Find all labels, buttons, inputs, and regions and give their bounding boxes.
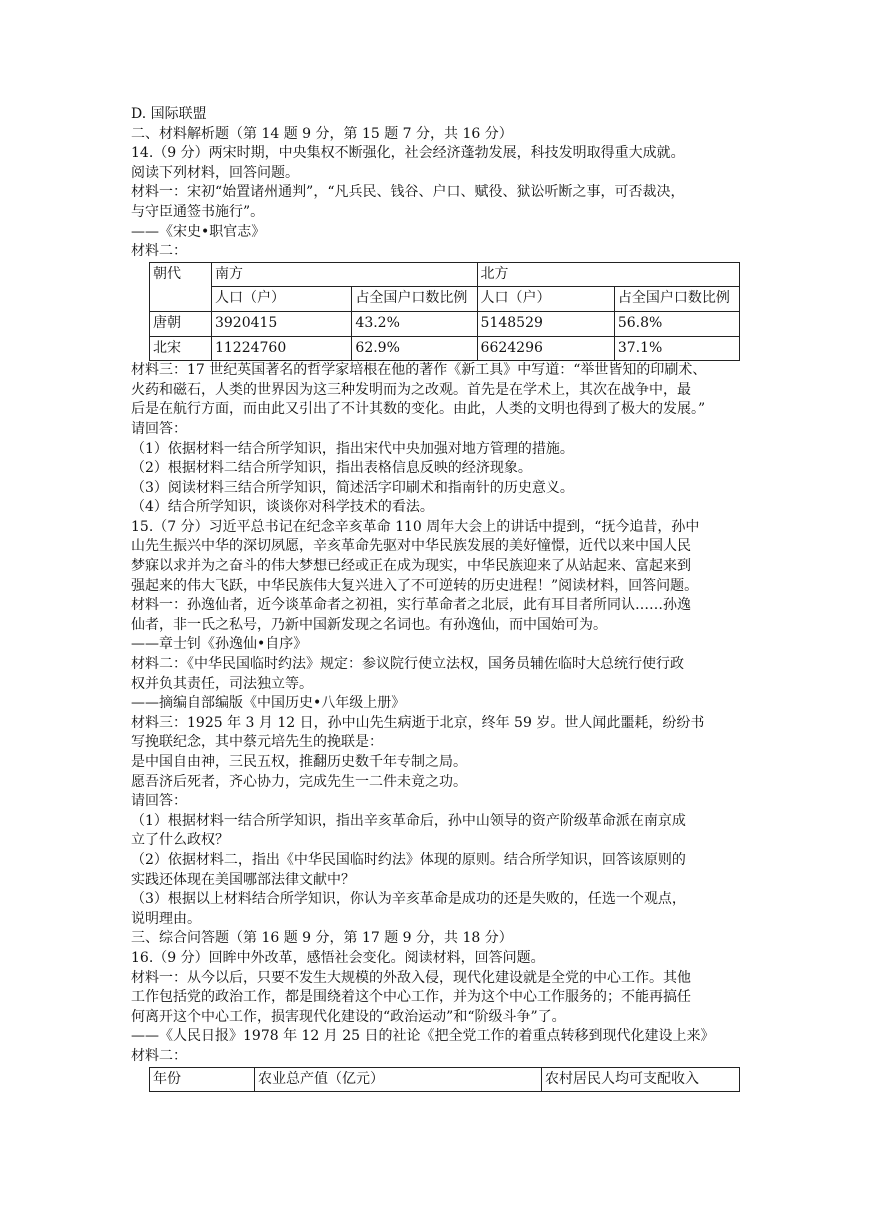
text-line: 14.（9 分）两宋时期，中央集权不断强化，社会经济蓬勃发展，科技发明取得重大成就。 [131, 145, 685, 162]
cell-dynasty: 北宋 [150, 336, 212, 361]
text-line: 仙者，非一氏之私号，乃新中国新发现之名词也。有孙逸仙，而中国始可为。 [131, 616, 607, 633]
cell-south-pop: 11224760 [211, 336, 351, 361]
text-line: 请回答： [131, 793, 187, 810]
cell-north-pop: 6624296 [477, 336, 614, 361]
header-year: 年份 [150, 1067, 255, 1092]
text-line: ——章士钊《孙逸仙•自序》 [131, 636, 308, 653]
text-line: 材料三：17 世纪英国著名的哲学家培根在他的著作《新工具》中写道：“举世皆知的印刷术、 [131, 362, 707, 379]
text-line: 与守臣通签书施行”。 [131, 203, 265, 220]
table-row [150, 311, 740, 336]
header-south-pop: 人口（户） [211, 287, 351, 312]
cell-north-pct: 37.1% [614, 336, 739, 361]
text-line: 写挽联纪念，其中蔡元培先生的挽联是： [131, 734, 383, 751]
text-line: 材料一：孙逸仙者，近今谈革命者之初祖，实行革命者之北辰，此有耳目者所同认……孙逸 [131, 597, 691, 614]
cell-north-pct: 56.8% [614, 311, 739, 336]
text-line: （3）根据以上材料结合所学知识，你认为辛亥革命是成功的还是失败的，任选一个观点， [131, 891, 686, 908]
agriculture-table [149, 1067, 740, 1093]
text-line: 愿吾济后死者，齐心协力，完成先生一二件未竟之功。 [131, 773, 467, 790]
text-line: 梦寐以求并为之奋斗的伟大梦想已经或正在成为现实，中华民族迎来了从站起来、富起来到 [131, 558, 691, 575]
text-line: 材料二： [131, 243, 187, 260]
text-line: 材料二：《中华民国临时约法》规定：参议院行使立法权，国务员辅佐临时大总统行使行政 [131, 656, 684, 673]
cell-south-pct: 62.9% [352, 336, 477, 361]
text-line: （3）阅读材料三结合所学知识，简述活字印刷术和指南针的历史意义。 [131, 479, 574, 496]
text-line: （2）根据材料二结合所学知识，指出表格信息反映的经济现象。 [131, 460, 532, 477]
cell-north-pop: 5148529 [477, 311, 614, 336]
text-line: 实践还体现在美国哪部法律文献中？ [131, 871, 355, 888]
text-line: 说明理由。 [131, 910, 201, 927]
text-line: ——《人民日报》1978 年 12 月 25 日的社论《把全党工作的着重点转移到现代化建设上来》 [131, 1028, 715, 1045]
text-line: 山先生振兴中华的深切夙愿，辛亥革命先驱对中华民族发展的美好憧憬，近代以来中国人民 [131, 538, 691, 555]
text-line: 权并负其责任，司法独立等。 [131, 675, 313, 692]
text-line: 何离开这个中心工作，损害现代化建设的“政治运动”和“阶级斗争”了。 [131, 1008, 566, 1025]
header-south: 南方 [211, 262, 477, 287]
text-line: 三、综合问答题（第 16 题 9 分，第 17 题 9 分，共 18 分） [131, 930, 513, 947]
text-line: 强起来的伟大飞跃，中华民族伟大复兴进入了不可逆转的历史进程！”阅读材料，回答问题。 [131, 577, 699, 594]
text-line: 阅读下列材料，回答问题。 [131, 164, 299, 181]
text-line: （2）依据材料二，指出《中华民国临时约法》体现的原则。结合所学知识，回答该原则的 [131, 851, 686, 868]
text-line: 15.（7 分）习近平总书记在纪念辛亥革命 110 周年大会上的讲话中提到，“抚今追昔，孙中 [131, 518, 700, 535]
text-line: 二、材料解析题（第 14 题 9 分，第 15 题 7 分，共 16 分） [131, 125, 513, 142]
text-line: 立了什么政权？ [131, 832, 229, 849]
text-line: ——《宋史•职官志》 [131, 223, 266, 240]
table-row [150, 262, 740, 287]
table-row [150, 1067, 740, 1092]
text-line: 材料一：宋初“始置诸州通判”，“凡兵民、钱谷、户口、赋役、狱讼听断之事，可否裁决， [131, 184, 685, 201]
text-line: 火药和磁石，人类的世界因为这三种发明而为之改观。首先是在学术上，其次在战争中，最 [131, 381, 691, 398]
text-line: ——摘编自部编版《中国历史•八年级上册》 [131, 695, 406, 712]
cell-south-pct: 43.2% [352, 311, 477, 336]
text-line: 后是在航行方面，而由此又引出了不计其数的变化。由此，人类的文明也得到了极大的发展。” [131, 401, 706, 418]
cell-dynasty: 唐朝 [150, 311, 212, 336]
text-line: 材料二： [131, 1047, 187, 1064]
text-line: D. 国际联盟 [131, 106, 207, 122]
text-block-top [131, 105, 743, 262]
text-line: 材料三：1925 年 3 月 12 日，孙中山先生病逝于北京，终年 59 岁。世人闻此噩耗，纷纷书 [131, 714, 705, 731]
text-line: 材料一：从今以后，只要不发生大规模的外敌入侵，现代化建设就是全党的中心工作。其他 [131, 969, 691, 986]
header-north-pct: 占全国户口数比例 [614, 287, 739, 312]
population-table [149, 262, 740, 361]
header-south-pct: 占全国户口数比例 [352, 287, 477, 312]
header-rural-income: 农村居民人均可支配收入 [542, 1067, 740, 1092]
text-line: 16.（9 分）回眸中外改革，感悟社会变化。阅读材料，回答问题。 [131, 949, 545, 966]
header-north-pop: 人口（户） [477, 287, 614, 312]
text-line: 是中国自由神，三民五权，推翻历史数千年专制之局。 [131, 754, 467, 770]
text-line: （1）依据材料一结合所学知识，指出宋代中央加强对地方管理的措施。 [131, 440, 574, 457]
text-line: （1）根据材料一结合所学知识，指出辛亥革命后，孙中山领导的资产阶级革命派在南京成 [131, 812, 686, 829]
header-north: 北方 [477, 262, 739, 287]
cell-south-pop: 3920415 [211, 311, 351, 336]
text-line: 工作包括党的政治工作，都是围绕着这个中心工作，并为这个中心工作服务的；不能再搞任 [131, 989, 691, 1006]
header-dynasty: 朝代 [150, 262, 212, 311]
table-row [150, 336, 740, 361]
text-line: （4）结合所学知识，谈谈你对科学技术的看法。 [131, 499, 434, 516]
header-agri-output: 农业总产值（亿元） [255, 1067, 542, 1092]
text-block-main [131, 361, 743, 1066]
table-row [150, 287, 740, 312]
text-line: 请回答： [131, 420, 187, 437]
document-content [131, 105, 743, 1092]
